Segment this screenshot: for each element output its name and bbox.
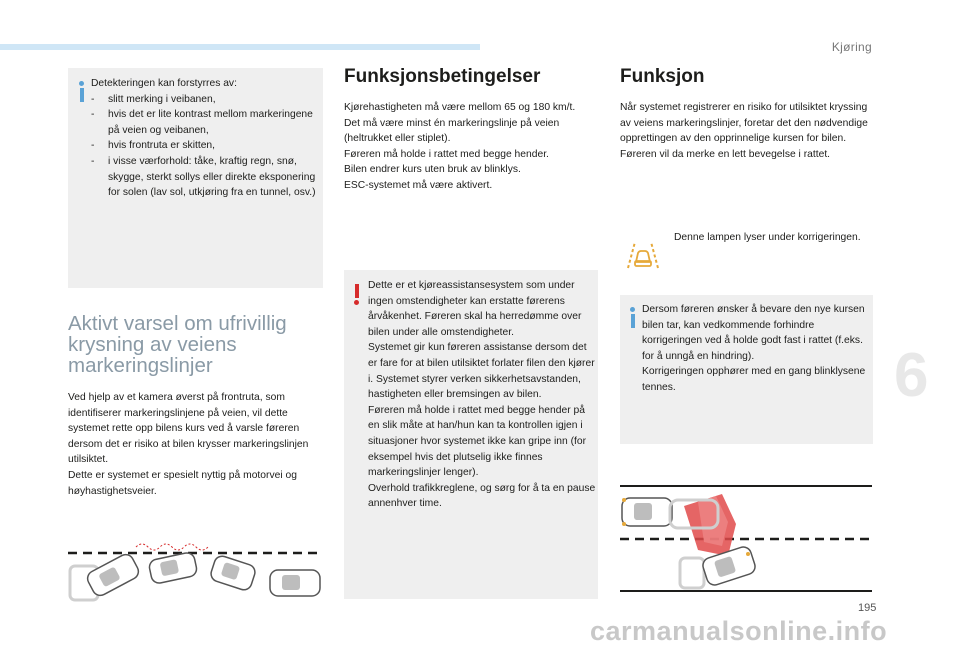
top-accent-bar — [0, 44, 480, 50]
warning-icon — [354, 284, 359, 305]
lane-keeping-lamp-icon — [625, 238, 661, 270]
lamp-description: Denne lampen lyser under korrigeringen. — [674, 232, 861, 243]
list-item: - slitt merking i veibanen, — [91, 92, 321, 108]
conditions-body: Kjørehastigheten må være mellom 65 og 180 km/t. Det må være minst én markeringslinje på veien (heltrukket eller stiplet). Føreren må holde i rattet med begge hender. Bilen endrer kurs uten bruk av blinklys. ESC-systemet må være aktivert. — [344, 102, 576, 191]
lane-departure-illustration — [618, 484, 876, 594]
info-icon — [79, 81, 84, 102]
chapter-number: 6 — [894, 341, 929, 410]
info-icon — [630, 307, 635, 328]
page-number: 195 — [858, 602, 877, 614]
page-title: Aktivt varsel om ufrivillig krysning av veiens markeringslinjer — [68, 312, 287, 377]
section-header: Kjøring — [831, 40, 872, 54]
detection-list — [91, 92, 321, 201]
list-item: - i visse værforhold: tåke, kraftig regn, snø, skygge, sterkt sollys eller direkte eksponering for solen (lav sol, utkjøring fra en tunnel, osv.) — [91, 154, 321, 201]
watermark: carmanualsonline.info — [590, 616, 888, 646]
list-item: - hvis frontruta er skitten, — [91, 138, 321, 154]
warning-text: Dette er et kjøreassistansesystem som under ingen omstendigheter kan erstatte førerens årvåkenhet. Føreren skal ha herredømme over bilen under alle omstendigheter. Systemet gir kun føreren assistanse dersom det er fare for at bilen utilsiktet forlater filen den kjører i. Systemet styrer verken sikkerhetsavstanden, hastigheten eller bremsingen av bilen. Føreren må holde i rattet med begge hender på en slik måte at han/hun kan ta kontrollen igjen i situasjoner hvor systemet ikke kan gripe inn (for eksempel hvis det plutselig ikke finnes markeringslinjer lenger). Overhold trafikkreglene, og sørg for å ta en pause annenhver time. — [368, 280, 596, 510]
lane-correction-illustration — [66, 530, 326, 602]
list-item: - hvis det er lite kontrast mellom markeringene på veien og veibanen, — [91, 107, 321, 138]
car-icon — [70, 551, 320, 600]
section-title-function: Funksjon — [620, 66, 705, 87]
section-title-conditions: Funksjonsbetingelser — [344, 66, 541, 87]
left-body: Ved hjelp av et kamera øverst på frontruta, som identifiserer markeringslinjene på veien, vil dette systemet rette opp bilens kurs ved å varsle føreren dersom det er risiko at bilen krysser markeringslinjen utilsiktet. Dette er systemet er spesielt nyttig på motorvei og høyhastighetsveier. — [68, 392, 309, 497]
info-box-detection-text: Detekteringen kan forstyrres av: - slitt merking i veibanen, - hvis det er lite kontrast mellom markeringene på veien og veibanen, - hvis frontruta er skitten, - i visse værforhold: tåke, kraftig regn, snø, skygge, sterkt sollys eller direkte eksponering for solen (lav sol, utkjøring fra en tunnel, osv.) — [91, 76, 321, 201]
info-box-override-text: Dersom føreren ønsker å bevare den nye kursen bilen tar, kan vedkommende forhindre korrigeringen ved å holde godt fast i rattet (f.eks. for å unngå en hindring). Korrigeringen opphører med en gang blinklysene tennes. — [642, 304, 866, 393]
function-body: Når systemet registrerer en risiko for utilsiktet kryssing av veiens markeringslinjer, foretar det den nødvendige opprettingen av den opprinnelige kursen for bilen. Føreren vil da merke en lett bevegelse i rattet. — [620, 102, 868, 160]
